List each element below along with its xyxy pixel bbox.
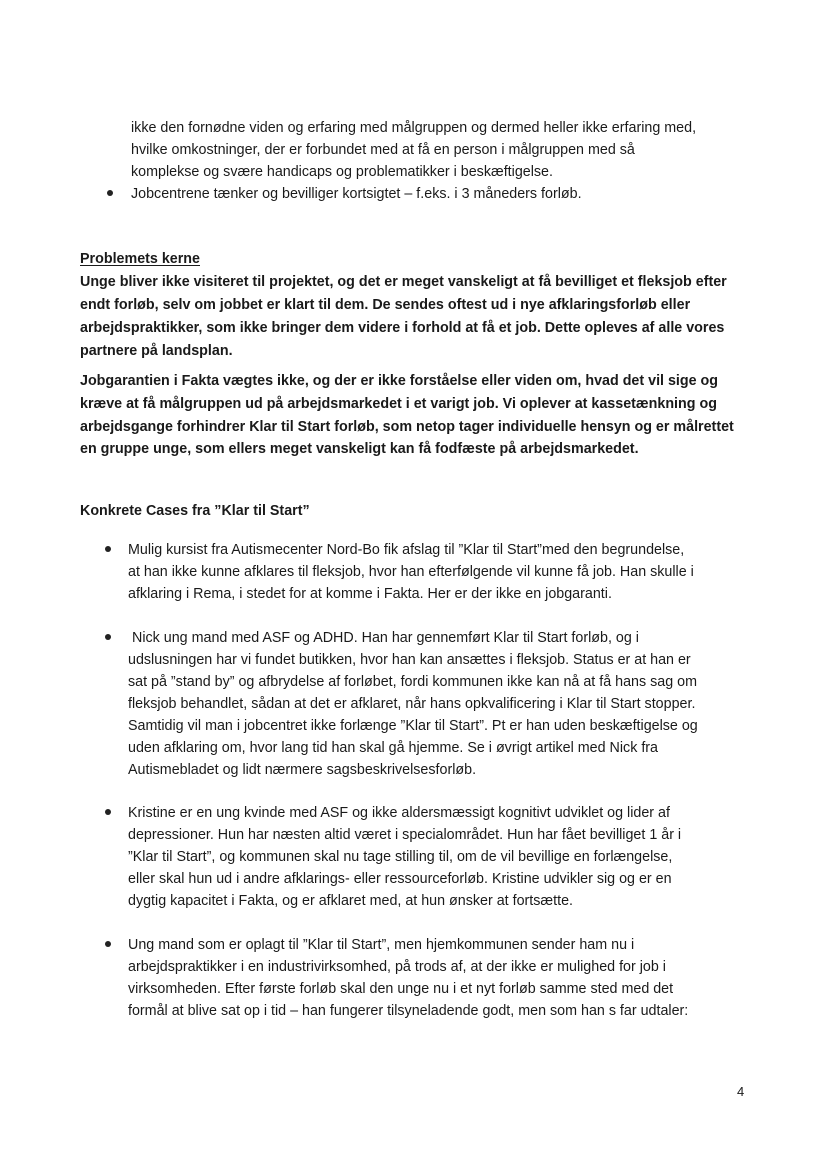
case2-line-7: Autismebladet og lidt nærmere sagsbeskrivelsesforløb. <box>128 762 477 778</box>
problem-para2-line-1: Jobgarantien i Fakta vægtes ikke, og der er ikke forståelse eller viden om, hvad det vil sige og <box>80 373 719 389</box>
bullet-icon <box>105 634 111 640</box>
bullet-icon <box>105 546 111 552</box>
case2-line-1: Nick ung mand med ASF og ADHD. Han har gennemført Klar til Start forløb, og i <box>132 630 639 646</box>
problem-para1-line-1: Unge bliver ikke visiteret til projektet, og det er meget vanskeligt at få bevilliget et fleksjob efter <box>80 274 727 290</box>
problem-para1-line-2: endt forløb, selv om jobbet er klart til dem. De sendes oftest ud i nye afklaringsforløb eller <box>80 297 691 313</box>
case3-line-3: ”Klar til Start”, og kommunen skal nu tage stilling til, om de vil bevillige en forlængelse, <box>128 849 673 865</box>
problem-para1-line-3: arbejdspraktikker, som ikke bringer dem videre i forhold at få et job. Dette opleves af alle vores <box>80 320 725 336</box>
intro-bullet-text: Jobcentrene tænker og bevilliger kortsigtet – f.eks. i 3 måneders forløb. <box>131 186 582 202</box>
intro-line-2: hvilke omkostninger, der er forbundet med at få en person i målgruppen med så <box>131 142 635 158</box>
case3-line-1: Kristine er en ung kvinde med ASF og ikke aldersmæssigt kognitivt udviklet og lider af <box>128 805 670 821</box>
bullet-icon <box>107 190 113 196</box>
section-heading-cases: Konkrete Cases fra ”Klar til Start” <box>80 503 310 519</box>
bullet-icon <box>105 941 111 947</box>
case2-line-5: Samtidig vil man i jobcentret ikke forlænge ”Klar til Start”. Pt er han uden beskæftigelse og <box>128 718 698 734</box>
case4-line-4: formål at blive sat op i tid – han fungerer tilsyneladende godt, men som han s far udtaler: <box>128 1003 689 1019</box>
case3-line-2: depressioner. Hun har næsten altid været i specialområdet. Hun har fået bevilliget 1 år i <box>128 827 682 843</box>
page-number: 4 <box>737 1084 745 1099</box>
case4-line-1: Ung mand som er oplagt til ”Klar til Start”, men hjemkommunen sender ham nu i <box>128 937 635 953</box>
case1-line-2: at han ikke kunne afklares til fleksjob, hvor han efterfølgende vil kunne få job. Han skulle i <box>128 564 694 580</box>
case4-line-2: arbejdspraktikker i en industrivirksomhed, på trods af, at der ikke er mulighed for job i <box>128 959 666 975</box>
case1-line-3: afklaring i Rema, i stedet for at komme i Fakta. Her er der ikke en jobgaranti. <box>128 586 612 602</box>
section-heading-problem: Problemets kerne <box>80 251 200 267</box>
case2-line-4: fleksjob behandlet, sådan at det er afklaret, når hans opkvalificering i Klar til Start stopper. <box>128 696 696 712</box>
problem-para1-line-4: partnere på landsplan. <box>80 343 233 359</box>
case3-line-5: dygtig kapacitet i Fakta, og er afklaret med, at hun ønsker at fortsætte. <box>128 893 574 909</box>
case2-line-6: uden afklaring om, hvor lang tid han skal gå hjemme. Se i øvrigt artikel med Nick fra <box>128 740 659 756</box>
problem-para2-line-4: en gruppe unge, som ellers meget vanskeligt kan få fodfæste på arbejdsmarkedet. <box>80 441 639 457</box>
bullet-icon <box>105 809 111 815</box>
case2-line-2: udslusningen har vi fundet butikken, hvor han kan ansættes i fleksjob. Status er at han er <box>128 652 691 668</box>
intro-line-1: ikke den fornødne viden og erfaring med målgruppen og dermed heller ikke erfaring med, <box>131 120 697 136</box>
case4-line-3: virksomheden. Efter første forløb skal den unge nu i et nyt forløb samme sted med det <box>128 981 674 997</box>
intro-line-3: komplekse og svære handicaps og problematikker i beskæftigelse. <box>131 164 553 180</box>
case1-line-1: Mulig kursist fra Autismecenter Nord-Bo fik afslag til ”Klar til Start”med den begrundelse, <box>128 542 685 558</box>
case3-line-4: eller skal hun ud i andre afklarings- eller ressourceforløb. Kristine udvikler sig og er en <box>128 871 672 887</box>
problem-para2-line-3: arbejdsgange forhindrer Klar til Start forløb, som netop tager individuelle hensyn og er målrettet <box>80 419 734 435</box>
problem-para2-line-2: kræve at få målgruppen ud på arbejdsmarkedet i et varigt job. Vi oplever at kassetænkning og <box>80 396 717 412</box>
case2-line-3: sat på ”stand by” og afbrydelse af forløbet, fordi kommunen ikke kan nå at få hans sag om <box>128 674 697 690</box>
